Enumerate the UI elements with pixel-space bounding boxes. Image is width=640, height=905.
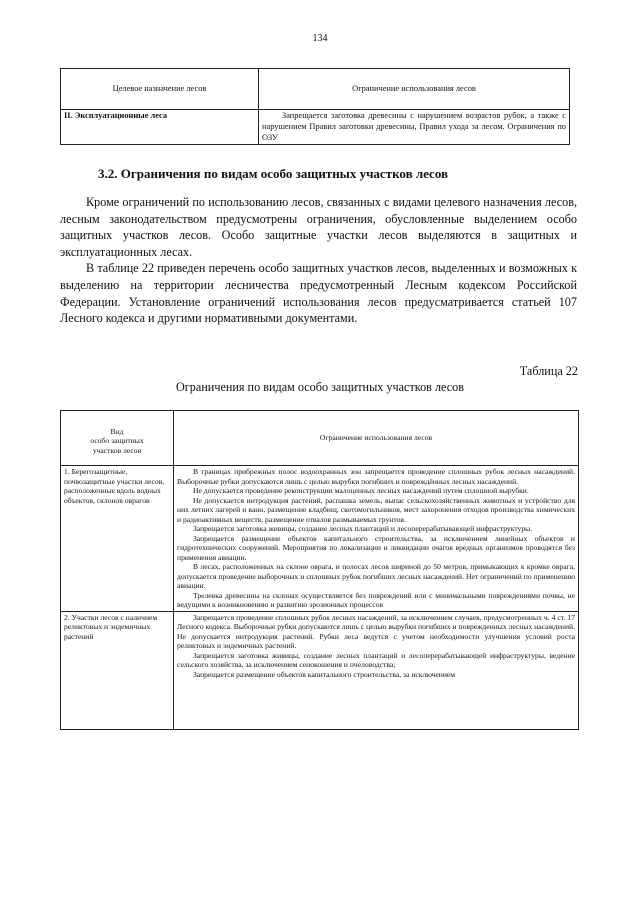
row-restriction — [174, 611, 579, 729]
table-row — [61, 466, 579, 612]
restriction-cell-content — [177, 613, 575, 728]
row-category: II. Эксплуатационные леса — [61, 110, 259, 145]
header-kind — [61, 411, 174, 466]
table-row — [61, 611, 579, 729]
paragraph: В таблице 22 приведен перечень особо защитных участков лесов, выделенных и возможных к выделению на территории лесничества предусмотренный Лесным кодексом Российской Федерации. Установление ограничений использования лесов предусматривается статьей 107 Лесного кодекса и другими нормативными документами. — [60, 261, 577, 326]
row-restriction: Запрещается заготовка древесины с нарушением возрастов рубок, а также с нарушением Правил заготовки древесины, Правил ухода за лесом. Ограничения по ОЗУ — [259, 110, 570, 145]
header-kind-text: Вид особо защитных участков лесов — [90, 426, 144, 455]
row-restriction — [174, 466, 579, 612]
page-number: 134 — [312, 33, 328, 44]
protected-areas-table — [60, 410, 579, 730]
restriction-paragraph: Трелевка древесины на склонах осуществляется без повреждений или с минимальными повреждениями почвы, не ведущими к возникновению и развитию эрозионных процессов — [177, 590, 575, 609]
paragraph: Кроме ограничений по использованию лесов, связанных с видами целевого назначения лесов, лесным законодательством предусмотрены ограничения, обусловленные выделением особо защитных участков лесов. Особо защитные участки лесов выделяются в защитных и эксплуатационных лесах. — [60, 195, 577, 259]
restriction-paragraph: В лесах, расположенных на склоне оврага, и полосах лесов шириной до 50 метров, примыкающих к кромке оврага, допускается проведение выборочных и сплошных рубок погибших лесных насаждений. Нет ограничений по применению авиации. — [177, 562, 575, 590]
restriction-paragraph: Запрещается проведение сплошных рубок лесных насаждений, за исключением случаев, предусмотренных ч. 4 ст. 17 Лесного кодекса. Выборочные рубки допускаются лишь с целью вырубки погибших и поврежденных лесных насаждений. Не допускается интродукция растений. Рубки леса ведутся с учетом необходимости улучшения условий роста реликтовых и эндемичных растений. — [177, 612, 575, 650]
section-title: 3.2. Ограничения по видам особо защитных участков лесов — [98, 166, 449, 181]
row-kind: 2. Участки лесов с наличием реликтовых и эндемичных растений — [61, 611, 174, 729]
table-row — [61, 110, 570, 145]
restriction-paragraph: Запрещается заготовка живицы, создание лесных плантаций и лесоперерабатывающей инфраструктуры, ведение сельского хозяйства, за исключением сенокошения и пчеловодства; — [177, 650, 575, 669]
table-label: Таблица 22 — [519, 364, 578, 378]
body-text — [60, 194, 577, 327]
header-purpose: Целевое назначение лесов — [61, 69, 259, 110]
restriction-paragraph: Не допускается проведение реконструкции малоценных лесных насаждений путем сплошной вырубки. — [193, 486, 529, 495]
row-kind: 1. Берегозащитные, почвозащитные участки лесов, расположенные вдоль водных объектов, склонов оврагов — [61, 466, 174, 612]
header-restriction: Ограничение использования лесов — [174, 411, 579, 466]
table-header-row — [61, 69, 570, 110]
restriction-paragraph: В границах прибрежных полос водоохранных зон запрещается проведение сплошных рубок лесных насаждений. Выборочные рубки допускаются лишь с целью вырубки погибших и повреждённых лесных насаждений. — [177, 467, 575, 486]
restriction-paragraph: Запрещается размещение объектов капитального строительства, за исключением линейных объектов и гидротехнических сооружений. Мероприятия по локализации и ликвидации очагов вредных организмов проводятся без применения авиации. — [177, 533, 575, 562]
restriction-paragraph: Не допускается интродукция растений, распашка земель, выпас сельскохозяйственных животных и устройство для них летних лагерей и ванн, размещение кладбищ, скотомогильников, мест захоронения отходов производства химических и радиоактивных веществ, размещение отвалов размываемых грунтов. — [177, 495, 575, 524]
purpose-restrictions-table — [60, 68, 570, 145]
table-caption: Ограничения по видам особо защитных участков лесов — [175, 380, 465, 394]
restriction-paragraph: Запрещается размещение объектов капитального строительства, за исключением — [193, 669, 456, 679]
table-header-row — [61, 411, 579, 466]
restriction-paragraph: Запрещается заготовка живицы, создание лесных плантаций и лесоперерабатывающей инфраструктуры. — [193, 524, 533, 533]
header-restriction: Ограничение использования лесов — [259, 69, 570, 110]
